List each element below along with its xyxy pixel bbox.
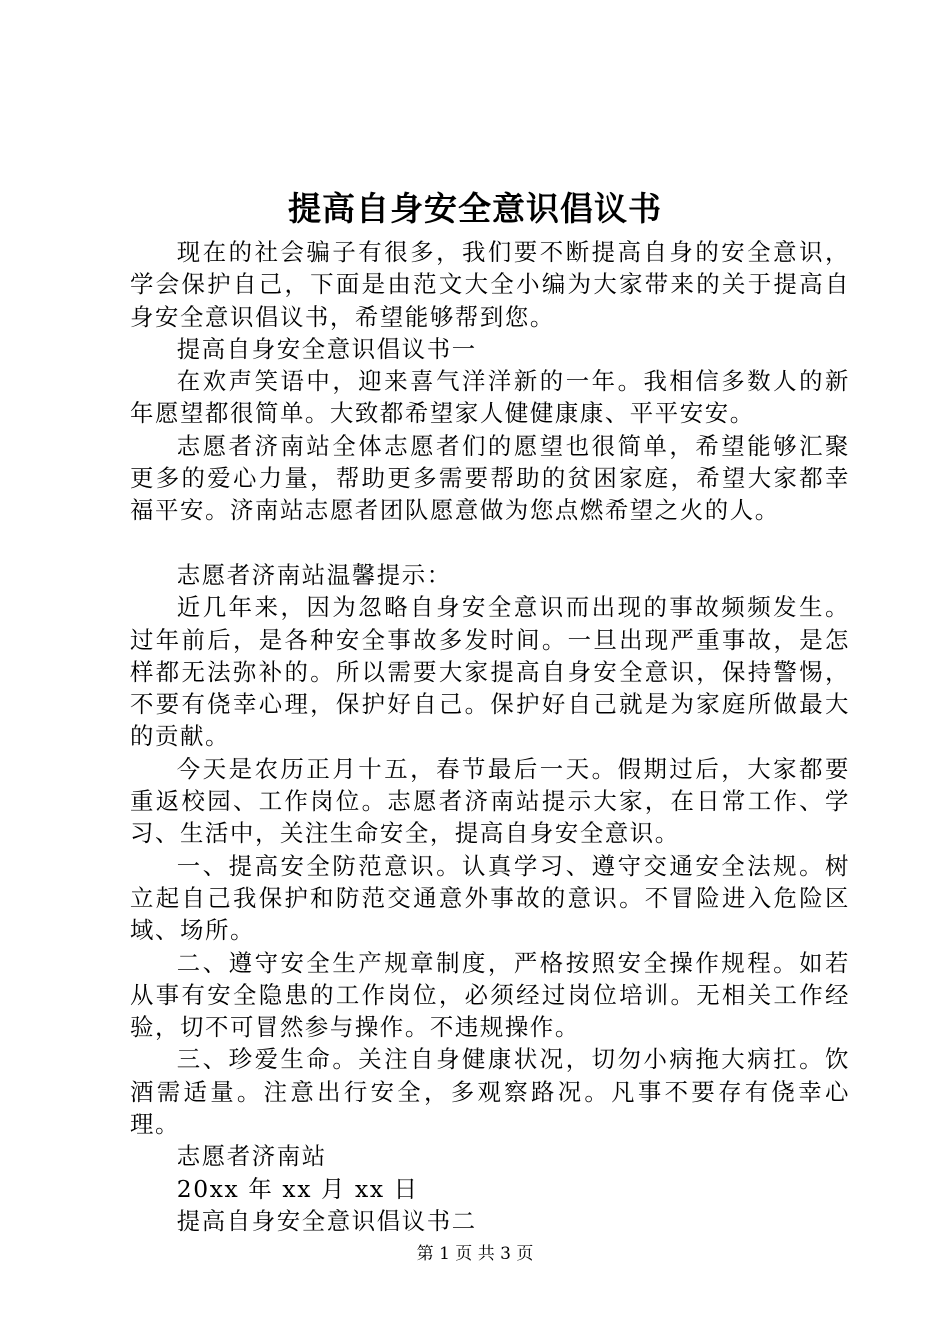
document-title: 提高自身安全意识倡议书 [288,189,662,228]
list-item: 三、珍爱生命。关注自身健康状况，切勿小病拖大病扛。饮酒需适量。注意出行安全，多观察路况。凡事不要存有侥幸心理。 [130,1045,850,1139]
paragraph: 今天是农历正月十五，春节最后一天。假期过后，大家都要重返校园、工作岗位。志愿者济南站提示大家，在日常工作、学习、生活中，关注生命安全，提高自身安全意识。 [130,754,850,848]
paragraph: 近几年来，因为忽略自身安全意识而出现的事故频频发生。过年前后，是各种安全事故多发时间。一旦出现严重事故，是怎样都无法弥补的。所以需要大家提高自身安全意识，保持警惕，不要有侥幸心理，保护好自己。保护好自己就是为家庭所做最大的贡献。 [130,593,850,751]
paragraph: 志愿者济南站全体志愿者们的愿望也很简单，希望能够汇聚更多的爱心力量，帮助更多需要帮助的贫困家庭，希望大家都幸福平安。济南站志愿者团队愿意做为您点燃希望之火的人。 [130,431,850,525]
page-number-footer: 第 1 页 共 3 页 [416,1244,534,1264]
section-heading-two: 提高自身安全意识倡议书二 [176,1206,477,1235]
paragraph: 在欢声笑语中，迎来喜气洋洋新的一年。我相信多数人的新年愿望都很简单。大致都希望家人健健康康、平平安安。 [130,367,850,428]
signature: 志愿者济南站 [176,1142,327,1171]
document-body [130,236,850,1237]
date-line: 20xx 年 xx 月 xx 日 [176,1174,419,1203]
blank-line [130,527,850,559]
list-item: 二、遵守安全生产规章制度，严格按照安全操作规程。如若从事有安全隐患的工作岗位，必须经过岗位培训。无相关工作经验，切不可冒然参与操作。不违规操作。 [130,948,850,1042]
section-heading-one: 提高自身安全意识倡议书一 [176,334,477,363]
reminder-heading: 志愿者济南站温馨提示： [176,560,452,589]
list-item: 一、提高安全防范意识。认真学习、遵守交通安全法规。树立起自己我保护和防范交通意外事故的意识。不冒险进入危险区域、场所。 [130,851,850,945]
paragraph-intro: 现在的社会骗子有很多，我们要不断提高自身的安全意识，学会保护自己，下面是由范文大全小编为大家带来的关于提高自身安全意识倡议书，希望能够帮到您。 [130,238,850,331]
